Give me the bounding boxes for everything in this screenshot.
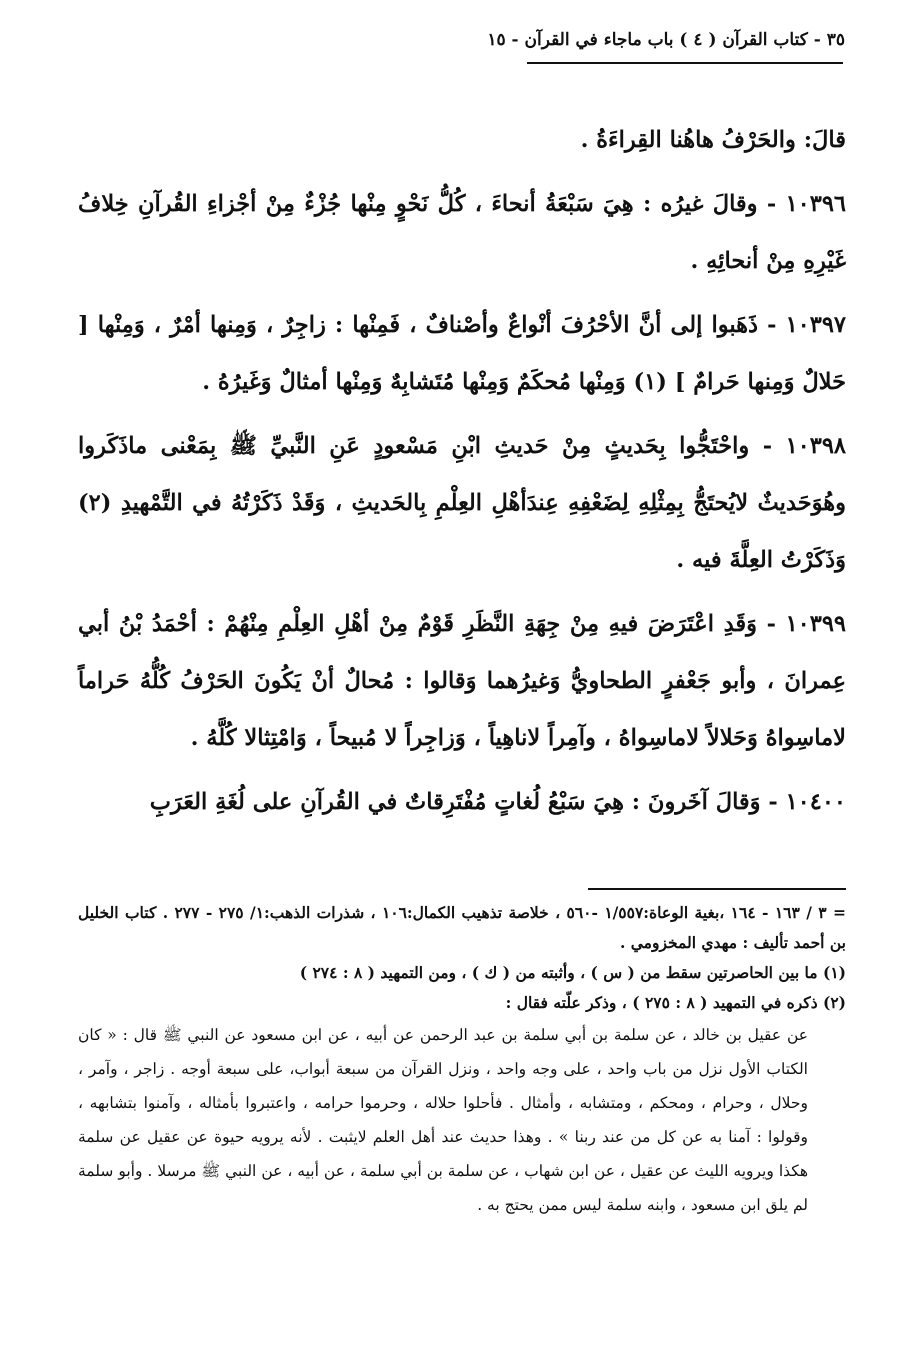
footnote-2: (٢) ذكره في التمهيد ( ٨ : ٢٧٥ ) ، وذكر علّته فقال :: [505, 993, 846, 1012]
footnote-quote: عن عقيل بن خالد ، عن سلمة بن أبي سلمة بن عبد الرحمن عن أبيه ، عن ابن مسعود عن النبي ﷺ قال : « كان الكتاب الأول نزل من باب واحد ، على وجه واحد ، ونزل القرآن من سبعة أبواب، على سبعة أوجه . زاجر ، وآمر ، وحلال ، وحرام ، ومحكم ، ومتشابه ، وأمثال . فأحلوا حلاله ، وحرموا حرامه ، واعتبروا بأمثاله ، وآمنوا بتشابهه ، وقولوا : آمنا به عن كل من عند ربنا » . وهذا حديث عند أهل العلم لايثبت . لأنه يرويه حيوة عن عقيل عن سلمة هكذا ويرويه الليث عن عقيل ، عن ابن شهاب ، عن سلمة بن أبي سلمة ، عن أبيه ، عن النبي ﷺ مرسلا . وأبو سلمة لم يلق ابن مسعود ، وابنه سلمة ليس ممن يحتج به .: [78, 1026, 808, 1214]
paragraph: ١٠٤٠٠ - وَقالَ آخَرونَ : هِيَ سَبْعُ لُغاتٍ مُفْتَرِقاتٌ في القُرآنِ على لُغَةِ العَرَبِ: [149, 789, 846, 815]
footnotes: [78, 898, 846, 1222]
header-rule: [527, 62, 843, 64]
paragraph: ١٠٣٩٧ - ذَهَبوا إلى أنَّ الأحْرُفَ أنْواعٌ وأصْنافٌ ، فَمِنْها : زاجِرٌ ، وَمِنها أمْرٌ ، وَمِنْها [ حَلالٌ وَمِنها حَرامٌ ] (١) وَمِنْها مُحكَمٌ وَمِنْها مُتَشابِهٌ وَمِنْها أمثالٌ وَغَيرُهُ .: [78, 312, 846, 395]
paragraph: ١٠٣٩٩ - وَقَدِ اعْتَرَضَ فيهِ مِنْ جِهَةِ النَّظَرِ قَوْمٌ مِنْ أهْلِ العِلْمِ مِنْهُمْ : أحْمَدُ بْنُ أبي عِمرانَ ، وأبو جَعْفرٍ الطحاويُّ وَغيرُهما وَقالوا : مُحالٌ أنْ يَكُونَ الحَرْفُ كُلُّهُ حَراماً لاماسِواهُ وَحَلالاً لاماسِواهُ ، وآمِراً لاناهِياً ، وَزاجِراً لا مُبيحاً ، وَامْتِثالا كُلَّهُ .: [78, 611, 846, 751]
running-header: ٣٥ - كتاب القرآن ( ٤ ) باب ماجاء في القرآن - ١٥: [487, 30, 845, 50]
footnote-1: (١) ما بين الحاصرتين سقط من ( س ) ، وأثبته من ( ك ) ، ومن التمهيد ( ٨ : ٢٧٤ ): [299, 963, 846, 982]
main-text: [78, 112, 846, 838]
paragraph: ١٠٣٩٨ - واحْتَجُّوا بِحَديثٍ مِنْ حَديثِ ابْنِ مَسْعودٍ عَنِ النَّبيِّ ﷺ بِمَعْنى ماذَكَروا وهُوَحَديثٌ لايُحتَجُّ بِمِثْلِهِ لِضَعْفِهِ عِندَأهْلِ العِلْمِ بِالحَديثِ ، وَقَدْ ذَكَرْتُهُ في التَّمْهيدِ (٢) وَذَكَرْتُ العِلَّةَ فيه .: [78, 433, 846, 573]
paragraph: ١٠٣٩٦ - وقالَ غيرُه : هِيَ سَبْعَةُ أنحاءَ ، كُلُّ نَحْوٍ مِنْها جُزْءٌ مِنْ أجْزاءِ القُرآنِ خِلافُ غَيْرِهِ مِنْ أنحائِهِ .: [78, 191, 846, 274]
footnote-continuation: = ٣ / ١٦٣ - ١٦٤ ،بغية الوعاة:١/٥٥٧ -٥٦٠ ، خلاصة تذهيب الكمال:١٠٦ ، شذرات الذهب:١/ ٢٧٥ - ٢٧٧ . كتاب الخليل بن أحمد تأليف : مهدي المخزومي .: [78, 903, 846, 952]
footnote-rule: [588, 888, 846, 890]
paragraph: قالَ: والحَرْفُ هاهُنا القِراءَةُ .: [580, 127, 846, 153]
